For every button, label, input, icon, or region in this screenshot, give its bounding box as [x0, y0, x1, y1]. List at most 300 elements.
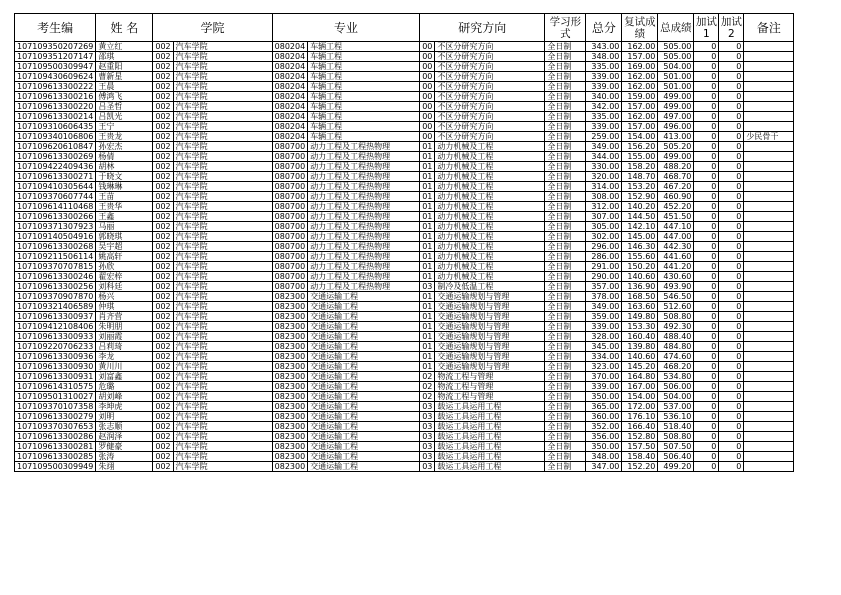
cell-college: 汽车学院 [173, 402, 272, 412]
table-row [15, 122, 794, 132]
cell-exam-id: 107109501310027 [15, 392, 96, 402]
cell-total-score: 360.00 [586, 412, 622, 422]
cell-major-code: 080700 [272, 272, 308, 282]
cell-college-code: 002 [153, 322, 173, 332]
cell-name: 邵琪 [96, 52, 153, 62]
cell-bonus1: 0 [694, 402, 719, 412]
cell-name: 刘富鑫 [96, 372, 153, 382]
cell-total-score: 370.00 [586, 372, 622, 382]
cell-college-code: 002 [153, 432, 173, 442]
cell-major-code: 080700 [272, 222, 308, 232]
cell-major: 车辆工程 [308, 122, 420, 132]
cell-study-mode: 全日制 [545, 382, 586, 392]
cell-exam-id: 107109211506114 [15, 252, 96, 262]
cell-major-code: 080700 [272, 212, 308, 222]
cell-direction: 动力机械及工程 [435, 182, 545, 192]
cell-bonus2: 0 [719, 412, 744, 422]
cell-bonus2: 0 [719, 262, 744, 272]
cell-major: 交通运输工程 [308, 362, 420, 372]
cell-study-mode: 全日制 [545, 202, 586, 212]
cell-name: 胡林 [96, 162, 153, 172]
cell-bonus1: 0 [694, 212, 719, 222]
cell-direction-code: 01 [420, 262, 435, 272]
cell-exam-id: 107109613300285 [15, 452, 96, 462]
cell-total-score: 352.00 [586, 422, 622, 432]
cell-major: 交通运输工程 [308, 372, 420, 382]
cell-exam-id: 107109613300279 [15, 412, 96, 422]
cell-college: 汽车学院 [173, 172, 272, 182]
cell-retest-score: 157.00 [622, 102, 658, 112]
cell-bonus1: 0 [694, 62, 719, 72]
cell-bonus2: 0 [719, 232, 744, 242]
cell-direction-code: 00 [420, 62, 435, 72]
cell-direction-code: 02 [420, 392, 435, 402]
cell-direction: 动力机械及工程 [435, 172, 545, 182]
cell-exam-id: 107109220706233 [15, 342, 96, 352]
cell-note [744, 162, 794, 172]
cell-total-score: 340.00 [586, 92, 622, 102]
cell-bonus2: 0 [719, 422, 744, 432]
cell-bonus1: 0 [694, 122, 719, 132]
cell-study-mode: 全日制 [545, 252, 586, 262]
cell-study-mode: 全日制 [545, 362, 586, 372]
cell-final-score: 506.00 [658, 382, 694, 392]
cell-major: 交通运输工程 [308, 452, 420, 462]
cell-college-code: 002 [153, 102, 173, 112]
cell-study-mode: 全日制 [545, 102, 586, 112]
cell-exam-id: 107109410305644 [15, 182, 96, 192]
cell-retest-score: 162.00 [622, 112, 658, 122]
cell-note [744, 52, 794, 62]
cell-name: 朱明朋 [96, 322, 153, 332]
cell-retest-score: 139.80 [622, 342, 658, 352]
cell-major: 车辆工程 [308, 82, 420, 92]
cell-college: 汽车学院 [173, 132, 272, 142]
cell-retest-score: 154.00 [622, 132, 658, 142]
cell-exam-id: 107109614110468 [15, 202, 96, 212]
cell-bonus1: 0 [694, 332, 719, 342]
cell-college-code: 002 [153, 332, 173, 342]
cell-direction-code: 01 [420, 272, 435, 282]
cell-exam-id: 107109370307653 [15, 422, 96, 432]
cell-college-code: 002 [153, 342, 173, 352]
cell-name: 杨倩 [96, 152, 153, 162]
table-row [15, 72, 794, 82]
cell-college-code: 002 [153, 462, 173, 472]
cell-retest-score: 168.50 [622, 292, 658, 302]
cell-note [744, 72, 794, 82]
cell-direction-code: 00 [420, 52, 435, 62]
cell-retest-score: 162.00 [622, 42, 658, 52]
table-row [15, 202, 794, 212]
cell-name: 于晓文 [96, 172, 153, 182]
cell-note [744, 432, 794, 442]
table-row [15, 262, 794, 272]
cell-name: 杨兴 [96, 292, 153, 302]
cell-direction: 动力机械及工程 [435, 272, 545, 282]
cell-direction-code: 01 [420, 212, 435, 222]
cell-direction-code: 01 [420, 152, 435, 162]
cell-note [744, 372, 794, 382]
cell-exam-id: 107109613300937 [15, 312, 96, 322]
cell-college: 汽车学院 [173, 182, 272, 192]
cell-study-mode: 全日制 [545, 342, 586, 352]
table-row [15, 42, 794, 52]
cell-college: 汽车学院 [173, 302, 272, 312]
cell-name: 张涛 [96, 452, 153, 462]
cell-major: 交通运输工程 [308, 342, 420, 352]
cell-major-code: 082300 [272, 452, 308, 462]
table-row [15, 422, 794, 432]
cell-final-score: 451.50 [658, 212, 694, 222]
cell-exam-id: 107109613300222 [15, 82, 96, 92]
cell-college-code: 002 [153, 442, 173, 452]
cell-major-code: 082300 [272, 312, 308, 322]
cell-direction: 不区分研究方向 [435, 132, 545, 142]
cell-direction: 动力机械及工程 [435, 212, 545, 222]
cell-bonus1: 0 [694, 462, 719, 472]
cell-final-score: 508.80 [658, 432, 694, 442]
cell-major: 车辆工程 [308, 112, 420, 122]
cell-total-score: 328.00 [586, 332, 622, 342]
cell-study-mode: 全日制 [545, 142, 586, 152]
cell-college: 汽车学院 [173, 292, 272, 302]
cell-bonus2: 0 [719, 82, 744, 92]
cell-college-code: 002 [153, 372, 173, 382]
cell-study-mode: 全日制 [545, 432, 586, 442]
cell-exam-id: 107109613300214 [15, 112, 96, 122]
cell-bonus2: 0 [719, 452, 744, 462]
cell-retest-score: 156.20 [622, 142, 658, 152]
cell-note [744, 282, 794, 292]
cell-retest-score: 172.00 [622, 402, 658, 412]
cell-study-mode: 全日制 [545, 242, 586, 252]
cell-college: 汽车学院 [173, 342, 272, 352]
cell-exam-id: 107109412108406 [15, 322, 96, 332]
cell-major: 交通运输工程 [308, 402, 420, 412]
cell-bonus2: 0 [719, 42, 744, 52]
cell-study-mode: 全日制 [545, 42, 586, 52]
cell-college: 汽车学院 [173, 72, 272, 82]
cell-major-code: 082300 [272, 402, 308, 412]
cell-direction-code: 01 [420, 142, 435, 152]
cell-total-score: 339.00 [586, 322, 622, 332]
cell-major-code: 080700 [272, 172, 308, 182]
col-header-bonus1: 加试1 [695, 15, 717, 40]
cell-study-mode: 全日制 [545, 62, 586, 72]
cell-bonus2: 0 [719, 52, 744, 62]
cell-total-score: 314.00 [586, 182, 622, 192]
cell-major: 交通运输工程 [308, 382, 420, 392]
table-row [15, 322, 794, 332]
cell-exam-id: 107109370107358 [15, 402, 96, 412]
cell-total-score: 308.00 [586, 192, 622, 202]
cell-note [744, 62, 794, 72]
cell-retest-score: 155.00 [622, 152, 658, 162]
table-row [15, 452, 794, 462]
cell-study-mode: 全日制 [545, 372, 586, 382]
cell-college: 汽车学院 [173, 82, 272, 92]
cell-bonus1: 0 [694, 252, 719, 262]
cell-note [744, 462, 794, 472]
cell-major-code: 082300 [272, 412, 308, 422]
cell-retest-score: 152.90 [622, 192, 658, 202]
cell-direction: 载运工具运用工程 [435, 432, 545, 442]
cell-note [744, 212, 794, 222]
cell-direction: 不区分研究方向 [435, 72, 545, 82]
cell-final-score: 536.10 [658, 412, 694, 422]
cell-major: 交通运输工程 [308, 422, 420, 432]
cell-bonus2: 0 [719, 182, 744, 192]
cell-note [744, 272, 794, 282]
table-row [15, 182, 794, 192]
cell-college: 汽车学院 [173, 62, 272, 72]
cell-note [744, 102, 794, 112]
cell-direction: 载运工具运用工程 [435, 442, 545, 452]
cell-note [744, 232, 794, 242]
cell-name: 李龙 [96, 352, 153, 362]
cell-name: 刘科廷 [96, 282, 153, 292]
cell-direction-code: 01 [420, 242, 435, 252]
cell-bonus2: 0 [719, 132, 744, 142]
cell-bonus1: 0 [694, 152, 719, 162]
col-header-college: 学院 [153, 14, 272, 42]
cell-name: 朱翊 [96, 462, 153, 472]
cell-name: 吕凯光 [96, 112, 153, 122]
cell-college-code: 002 [153, 52, 173, 62]
cell-bonus2: 0 [719, 462, 744, 472]
cell-major: 动力工程及工程热物理 [308, 272, 420, 282]
cell-direction: 不区分研究方向 [435, 102, 545, 112]
cell-college: 汽车学院 [173, 392, 272, 402]
cell-study-mode: 全日制 [545, 422, 586, 432]
cell-retest-score: 149.80 [622, 312, 658, 322]
table-row [15, 332, 794, 342]
cell-bonus2: 0 [719, 202, 744, 212]
cell-major-code: 080204 [272, 72, 308, 82]
cell-final-score: 505.00 [658, 52, 694, 62]
cell-name: 王宁 [96, 122, 153, 132]
cell-name: 罗健豪 [96, 442, 153, 452]
cell-college-code: 002 [153, 192, 173, 202]
cell-total-score: 349.00 [586, 142, 622, 152]
cell-college: 汽车学院 [173, 232, 272, 242]
cell-major-code: 080700 [272, 242, 308, 252]
cell-bonus1: 0 [694, 42, 719, 52]
cell-exam-id: 107109321406589 [15, 302, 96, 312]
table-row [15, 462, 794, 472]
cell-note [744, 382, 794, 392]
cell-major: 交通运输工程 [308, 302, 420, 312]
cell-direction-code: 03 [420, 452, 435, 462]
cell-name: 胡刘峰 [96, 392, 153, 402]
col-header-id: 考生编 [15, 14, 96, 42]
cell-bonus1: 0 [694, 52, 719, 62]
cell-name: 郭晓琪 [96, 232, 153, 242]
cell-total-score: 350.00 [586, 442, 622, 452]
cell-exam-id: 107109500309947 [15, 62, 96, 72]
cell-study-mode: 全日制 [545, 332, 586, 342]
cell-total-score: 335.00 [586, 112, 622, 122]
cell-college-code: 002 [153, 212, 173, 222]
cell-exam-id: 107109613300281 [15, 442, 96, 452]
cell-retest-score: 150.20 [622, 262, 658, 272]
cell-major-code: 080204 [272, 52, 308, 62]
cell-name: 刘丽霞 [96, 332, 153, 342]
cell-major: 动力工程及工程热物理 [308, 202, 420, 212]
cell-exam-id: 107109620610847 [15, 142, 96, 152]
cell-exam-id: 107109613300266 [15, 212, 96, 222]
cell-final-score: 460.90 [658, 192, 694, 202]
cell-name: 赵重阳 [96, 62, 153, 72]
cell-direction-code: 01 [420, 222, 435, 232]
table-row [15, 272, 794, 282]
col-header-mode: 学习形式 [545, 14, 586, 42]
table-row [15, 102, 794, 112]
cell-final-score: 508.80 [658, 312, 694, 322]
cell-bonus1: 0 [694, 282, 719, 292]
cell-final-score: 505.00 [658, 42, 694, 52]
cell-exam-id: 107109613300246 [15, 272, 96, 282]
cell-final-score: 504.00 [658, 62, 694, 72]
cell-retest-score: 140.60 [622, 352, 658, 362]
cell-name: 吕莉琦 [96, 342, 153, 352]
cell-note [744, 322, 794, 332]
cell-name: 孙宏杰 [96, 142, 153, 152]
cell-bonus1: 0 [694, 312, 719, 322]
cell-total-score: 359.00 [586, 312, 622, 322]
cell-exam-id: 107109613300930 [15, 362, 96, 372]
cell-direction: 不区分研究方向 [435, 112, 545, 122]
table-row [15, 142, 794, 152]
cell-college-code: 002 [153, 262, 173, 272]
cell-college: 汽车学院 [173, 222, 272, 232]
cell-direction-code: 01 [420, 342, 435, 352]
cell-final-score: 504.00 [658, 392, 694, 402]
cell-study-mode: 全日制 [545, 162, 586, 172]
cell-major-code: 082300 [272, 422, 308, 432]
cell-college: 汽车学院 [173, 122, 272, 132]
cell-study-mode: 全日制 [545, 122, 586, 132]
col-header-retest: 复试成绩 [622, 14, 658, 42]
cell-total-score: 335.00 [586, 62, 622, 72]
cell-exam-id: 107109370607744 [15, 192, 96, 202]
cell-final-score: 484.80 [658, 342, 694, 352]
cell-name: 肖齐营 [96, 312, 153, 322]
cell-college: 汽车学院 [173, 332, 272, 342]
cell-total-score: 291.00 [586, 262, 622, 272]
cell-note [744, 402, 794, 412]
cell-exam-id: 107109140504916 [15, 232, 96, 242]
cell-bonus2: 0 [719, 292, 744, 302]
cell-total-score: 296.00 [586, 242, 622, 252]
cell-bonus1: 0 [694, 442, 719, 452]
table-row [15, 342, 794, 352]
cell-direction-code: 01 [420, 302, 435, 312]
cell-bonus2: 0 [719, 442, 744, 452]
cell-note [744, 222, 794, 232]
cell-college-code: 002 [153, 222, 173, 232]
cell-bonus1: 0 [694, 232, 719, 242]
cell-bonus2: 0 [719, 162, 744, 172]
cell-exam-id: 107109422409436 [15, 162, 96, 172]
cell-final-score: 442.30 [658, 242, 694, 252]
col-header-name: 姓 名 [96, 14, 153, 42]
cell-college: 汽车学院 [173, 372, 272, 382]
cell-bonus2: 0 [719, 72, 744, 82]
cell-major-code: 082300 [272, 292, 308, 302]
cell-exam-id: 107109613300931 [15, 372, 96, 382]
cell-study-mode: 全日制 [545, 272, 586, 282]
cell-direction-code: 02 [420, 372, 435, 382]
cell-major: 动力工程及工程热物理 [308, 162, 420, 172]
cell-major: 交通运输工程 [308, 462, 420, 472]
cell-final-score: 499.20 [658, 462, 694, 472]
cell-major: 车辆工程 [308, 92, 420, 102]
cell-final-score: 512.60 [658, 302, 694, 312]
cell-college-code: 002 [153, 82, 173, 92]
cell-note [744, 422, 794, 432]
cell-major: 动力工程及工程热物理 [308, 142, 420, 152]
cell-major-code: 080700 [272, 252, 308, 262]
cell-bonus1: 0 [694, 142, 719, 152]
cell-name: 危璐 [96, 382, 153, 392]
cell-note [744, 302, 794, 312]
cell-direction: 不区分研究方向 [435, 42, 545, 52]
cell-total-score: 342.00 [586, 102, 622, 112]
cell-bonus2: 0 [719, 342, 744, 352]
cell-direction: 动力机械及工程 [435, 142, 545, 152]
table-row [15, 212, 794, 222]
cell-direction: 不区分研究方向 [435, 82, 545, 92]
cell-total-score: 305.00 [586, 222, 622, 232]
cell-retest-score: 164.80 [622, 372, 658, 382]
cell-name: 翟宏梓 [96, 272, 153, 282]
cell-direction: 交通运输规划与管理 [435, 342, 545, 352]
cell-college-code: 002 [153, 202, 173, 212]
cell-total-score: 330.00 [586, 162, 622, 172]
cell-bonus2: 0 [719, 432, 744, 442]
cell-retest-score: 167.00 [622, 382, 658, 392]
cell-exam-id: 107109350207269 [15, 42, 96, 52]
cell-major: 交通运输工程 [308, 442, 420, 452]
cell-college-code: 002 [153, 252, 173, 262]
cell-direction-code: 01 [420, 232, 435, 242]
cell-bonus1: 0 [694, 72, 719, 82]
cell-exam-id: 107109613300220 [15, 102, 96, 112]
cell-bonus2: 0 [719, 392, 744, 402]
cell-exam-id: 107109500309949 [15, 462, 96, 472]
cell-study-mode: 全日制 [545, 152, 586, 162]
cell-exam-id: 107109371307923 [15, 222, 96, 232]
cell-final-score: 452.20 [658, 202, 694, 212]
cell-retest-score: 155.60 [622, 252, 658, 262]
cell-major: 动力工程及工程热物理 [308, 262, 420, 272]
cell-study-mode: 全日制 [545, 182, 586, 192]
cell-direction: 交通运输规划与管理 [435, 352, 545, 362]
cell-college: 汽车学院 [173, 382, 272, 392]
cell-direction: 动力机械及工程 [435, 202, 545, 212]
cell-final-score: 441.60 [658, 252, 694, 262]
cell-major-code: 082300 [272, 332, 308, 342]
table-row [15, 242, 794, 252]
cell-retest-score: 145.00 [622, 232, 658, 242]
cell-major: 交通运输工程 [308, 322, 420, 332]
cell-college-code: 002 [153, 272, 173, 282]
cell-note [744, 352, 794, 362]
cell-exam-id: 107109370707815 [15, 262, 96, 272]
cell-note [744, 42, 794, 52]
